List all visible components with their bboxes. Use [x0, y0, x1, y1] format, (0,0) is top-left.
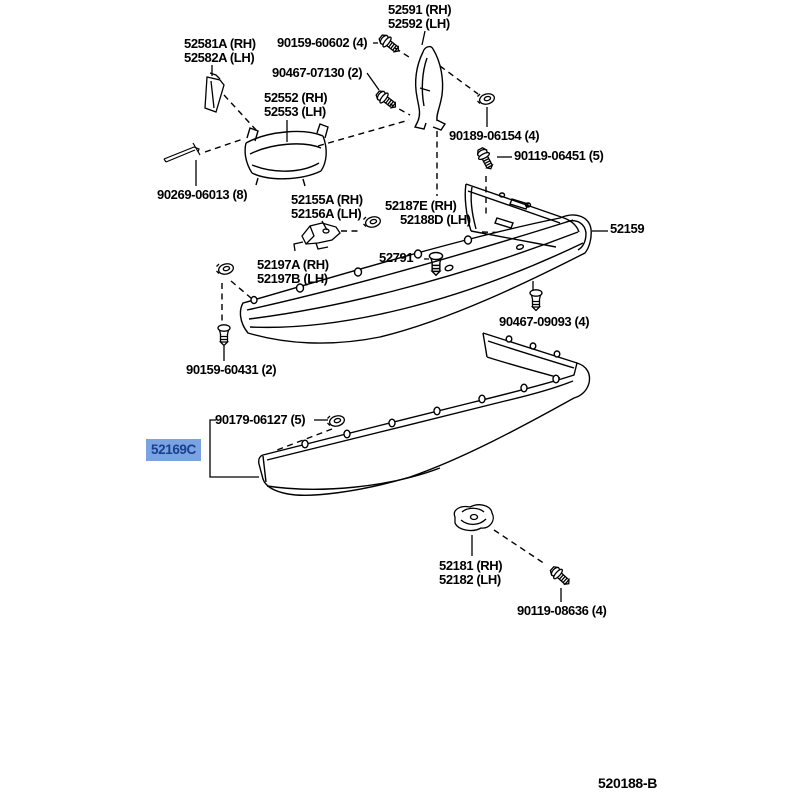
bolt-icon: [548, 564, 573, 588]
part-label-52591[interactable]: [388, 3, 451, 31]
bolt-icon: [377, 32, 402, 55]
license-lamp-grommet-art: [454, 505, 493, 531]
part-label-90467-09093[interactable]: 90467-09093 (4): [499, 314, 590, 329]
clip-icon: [217, 262, 235, 276]
part-number: 52592 (LH): [388, 16, 450, 31]
part-label-90119-08636[interactable]: 90119-08636 (4): [517, 603, 607, 618]
part-label-52155A[interactable]: [291, 193, 363, 221]
retainer-bracket-art: [302, 223, 340, 249]
part-label-52791[interactable]: 52791: [379, 250, 414, 265]
pin-art: [164, 143, 200, 162]
part-label-52187E[interactable]: [385, 199, 471, 227]
part-number: 52156A (LH): [291, 206, 362, 221]
part-label-52159[interactable]: 52159: [610, 221, 645, 236]
part-number: 52197A (RH): [257, 257, 329, 272]
part-label-90269-06013[interactable]: 90269-06013 (8): [157, 187, 248, 202]
screw-icon: [218, 325, 230, 346]
part-label-90467-07130[interactable]: 90467-07130 (2): [272, 65, 363, 80]
part-number: 52197B (LH): [257, 271, 328, 286]
part-number: 52581A (RH): [184, 36, 256, 51]
part-number: 52553 (LH): [264, 104, 326, 119]
side-support-art: [415, 47, 445, 130]
clip-icon: [364, 215, 382, 229]
clip-icon: [328, 414, 346, 428]
part-label-52169C[interactable]: 52169C: [146, 439, 201, 461]
part-number: 52182 (LH): [439, 572, 501, 587]
part-label-90159-60431[interactable]: 90159-60431 (2): [186, 362, 277, 377]
lower-valance-art: [259, 333, 590, 495]
part-number: 52582A (LH): [184, 50, 255, 65]
side-bracket-art: [205, 73, 224, 112]
part-label-52581A[interactable]: [184, 37, 256, 65]
bolt-icon: [475, 146, 496, 171]
part-number: 52181 (RH): [439, 558, 503, 573]
part-label-52197A[interactable]: [257, 258, 329, 286]
bolt-icon: [374, 88, 399, 111]
part-label-90179-06127[interactable]: 90179-06127 (5): [215, 412, 306, 427]
rivet-icon: [530, 290, 542, 311]
part-number: 52188D (LH): [400, 212, 471, 227]
part-label-90159-60602[interactable]: 90159-60602 (4): [277, 35, 368, 50]
part-number: 52552 (RH): [264, 90, 328, 105]
figure-code: 520188-B: [598, 775, 658, 791]
part-label-52552[interactable]: [264, 91, 327, 119]
part-number: 52155A (RH): [291, 192, 363, 207]
part-label-52181[interactable]: [439, 559, 502, 587]
clip-icon: [478, 92, 496, 106]
part-label-90189-06154[interactable]: 90189-06154 (4): [449, 128, 540, 143]
part-label-90119-06451[interactable]: 90119-06451 (5): [514, 148, 604, 163]
part-number: 52591 (RH): [388, 2, 452, 17]
part-number: 52187E (RH): [385, 198, 457, 213]
